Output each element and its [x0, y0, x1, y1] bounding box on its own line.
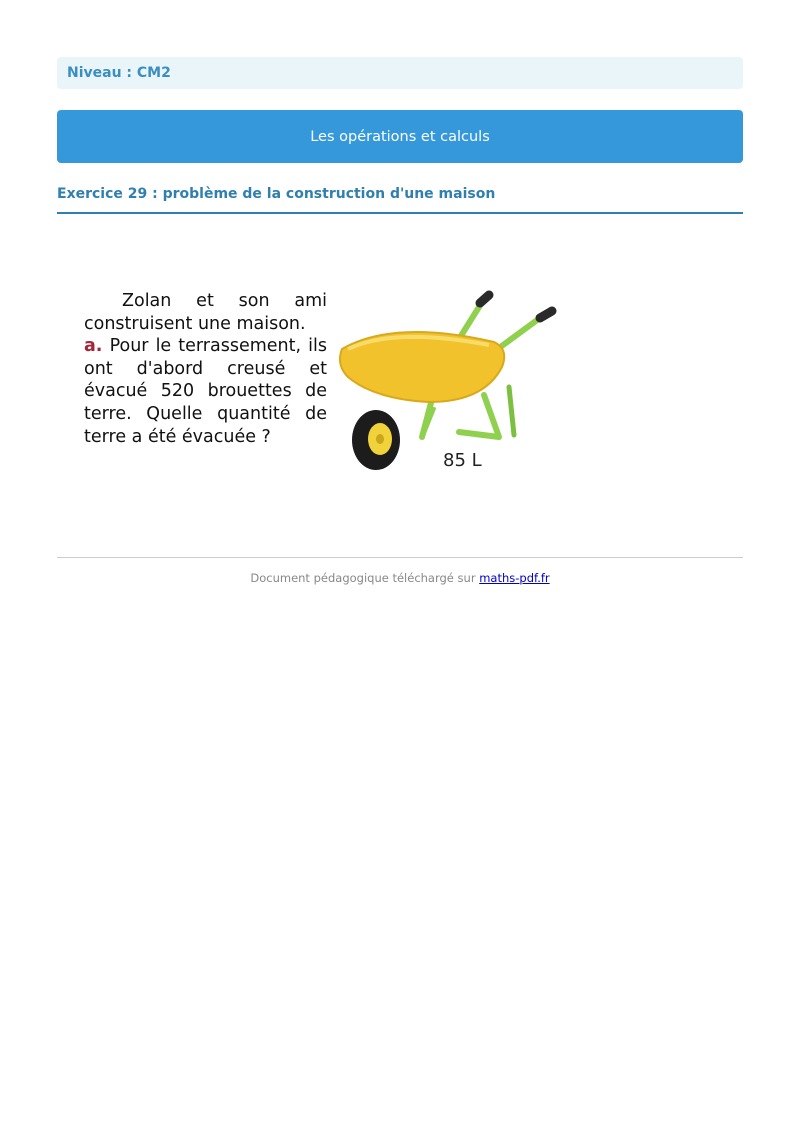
problem-intro: Zolan et son ami construisent une maison.: [84, 291, 327, 334]
exercise-figure: [84, 287, 584, 487]
capacity-label: 85 L: [443, 450, 482, 471]
footer-divider: [57, 557, 743, 558]
footer-link[interactable]: maths-pdf.fr: [479, 571, 550, 585]
worksheet-page: [57, 57, 743, 214]
problem-statement: [84, 290, 327, 448]
footer: [57, 571, 743, 585]
exercise-title: Exercice 29 : problème de la construction d'une maison: [57, 186, 743, 214]
footer-text: Document pédagogique téléchargé sur: [250, 571, 480, 585]
problem-question: Pour le terrassement, ils ont d'abord creusé et évacué 520 brouettes de terre. Quelle quantité de terre a été évacuée ?: [84, 336, 327, 447]
level-label: Niveau : CM2: [57, 57, 743, 89]
topic-banner: Les opérations et calculs: [57, 110, 743, 163]
part-letter: a.: [84, 336, 103, 357]
